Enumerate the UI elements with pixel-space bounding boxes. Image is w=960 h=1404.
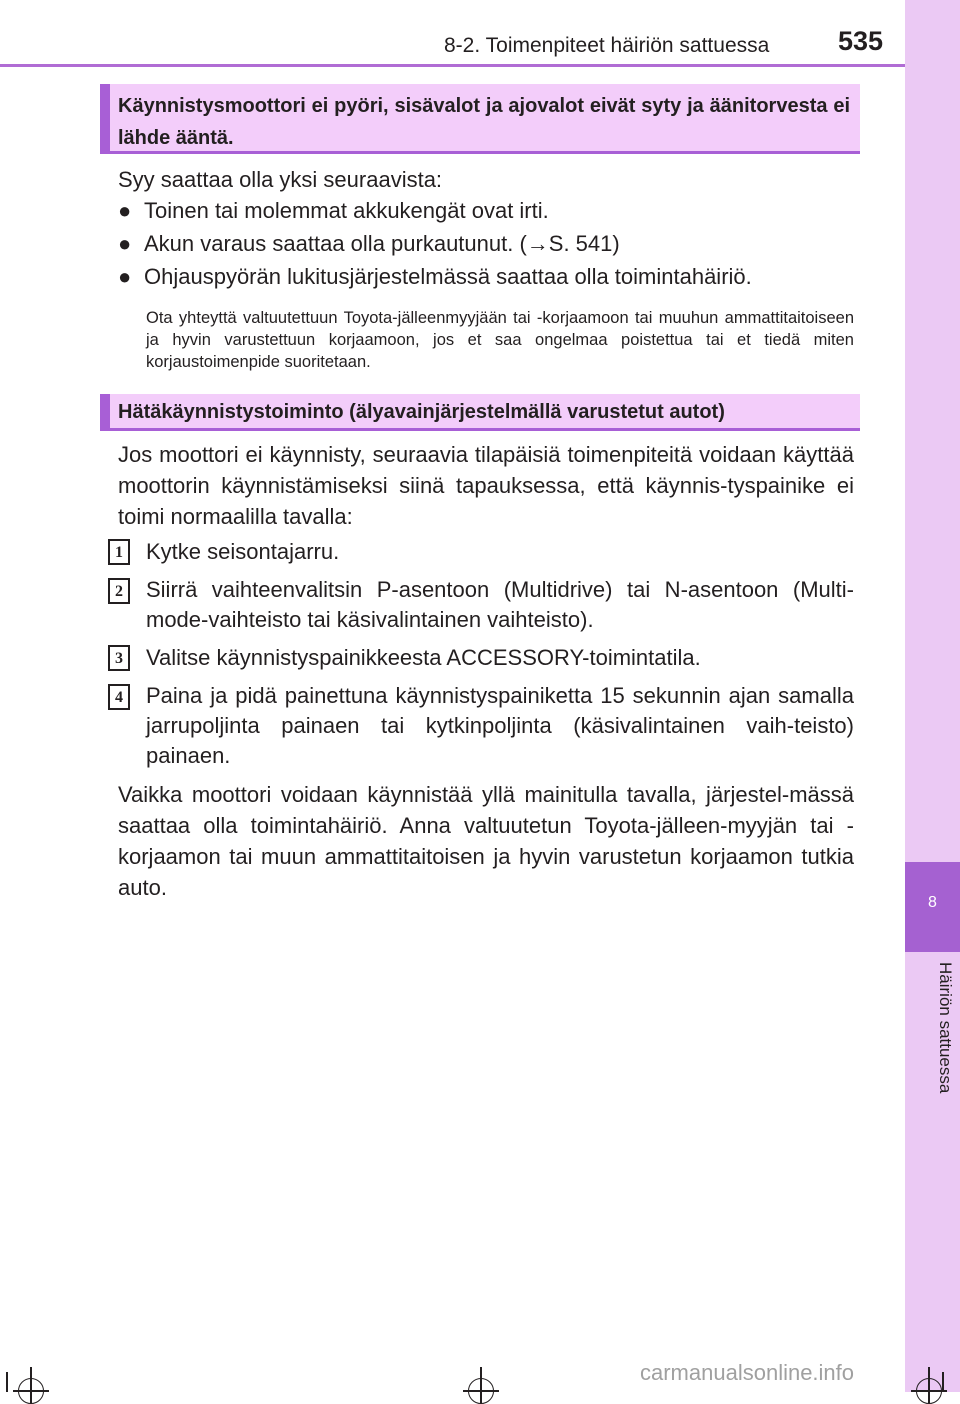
bullet-icon: ●: [118, 198, 132, 223]
chapter-number: 8: [928, 894, 937, 911]
registration-mark-icon: [916, 1378, 942, 1404]
step-text-1: Kytke seisontajarru.: [146, 539, 340, 564]
step-number-4: 4: [108, 684, 130, 710]
registration-mark-icon: [18, 1378, 44, 1404]
section2-outro: Vaikka moottori voidaan käynnistää yllä mainitulla tavalla, järjestel-mässä saattaa olla toimintahäiriö. Anna valtuutetun Toyota-jälleen-myyjän tai -korjaamon tai muun ammattitaitoisen ja hyvin varustetun korjaamon tutkia auto.: [118, 782, 854, 900]
section-heading-emergency-start: Hätäkäynnistystoiminto (älyavainjärjestelmällä varustetut autot): [100, 394, 860, 431]
crop-mark: [942, 1372, 944, 1392]
step-number-3: 3: [108, 645, 130, 671]
registration-mark-icon: [468, 1378, 494, 1404]
step-text-3: Valitse käynnistyspainikkeesta ACCESSORY-toimintatila.: [146, 645, 701, 670]
header-rule: [0, 64, 905, 67]
page-number: 535: [838, 26, 884, 56]
chapter-label: Häiriön sattuessa: [936, 962, 955, 1094]
step-number-1: 1: [108, 539, 130, 565]
step-text-2: Siirrä vaihteenvalitsin P-asentoon (Multidrive) tai N-asentoon (Multi-mode-vaihteisto tai käsivalintainen vaihteisto).: [146, 577, 854, 632]
running-header: 8-2. Toimenpiteet häiriön sattuessa: [444, 34, 770, 57]
bullet-icon: ●: [118, 231, 132, 256]
bullet-item: [118, 262, 878, 292]
bullet-icon: ●: [118, 264, 132, 289]
bullet-text: Ohjauspyörän lukitusjärjestelmässä saattaa olla toimintahäiriö.: [144, 264, 752, 289]
section1-intro: Syy saattaa olla yksi seuraavista:: [118, 167, 443, 192]
bullet-item: [118, 196, 878, 226]
chapter-tab: [905, 862, 960, 952]
section1-note: Ota yhteyttä valtuutettuun Toyota-jälleenmyyjään tai -korjaamoon tai muuhun ammattitaitoiseen ja hyvin varustettuun korjaamoon, jos et saa ongelmaa poistettua tai et tiedä miten korjaustoimenpide suoritetaan.: [146, 309, 854, 371]
bullet-text: Toinen tai molemmat akkukengät ovat irti.: [144, 198, 549, 223]
section2-intro: Jos moottori ei käynnisty, seuraavia tilapäisiä toimenpiteitä voidaan käyttää moottorin käynnistämiseksi siinä tapauksessa, että käynnis-tyspainike ei toimi normaalilla tavalla:: [118, 442, 854, 529]
side-tab: [905, 0, 960, 1392]
section-heading-starter: Käynnistysmoottori ei pyöri, sisävalot ja ajovalot eivät syty ja äänitorvesta ei lähde ääntä.: [100, 84, 860, 154]
bullet-text: Akun varaus saattaa olla purkautunut. (→S. 541): [144, 231, 620, 256]
step-number-2: 2: [108, 578, 130, 604]
crop-mark: [6, 1372, 8, 1392]
step-text-4: Paina ja pidä painettuna käynnistyspainiketta 15 sekunnin ajan samalla jarrupoljinta painaen tai kytkinpoljinta (käsivalintainen vaih-teisto) painaen.: [146, 683, 854, 768]
watermark: carmanualsonline.info: [640, 1360, 855, 1385]
bullet-item: [118, 229, 878, 259]
